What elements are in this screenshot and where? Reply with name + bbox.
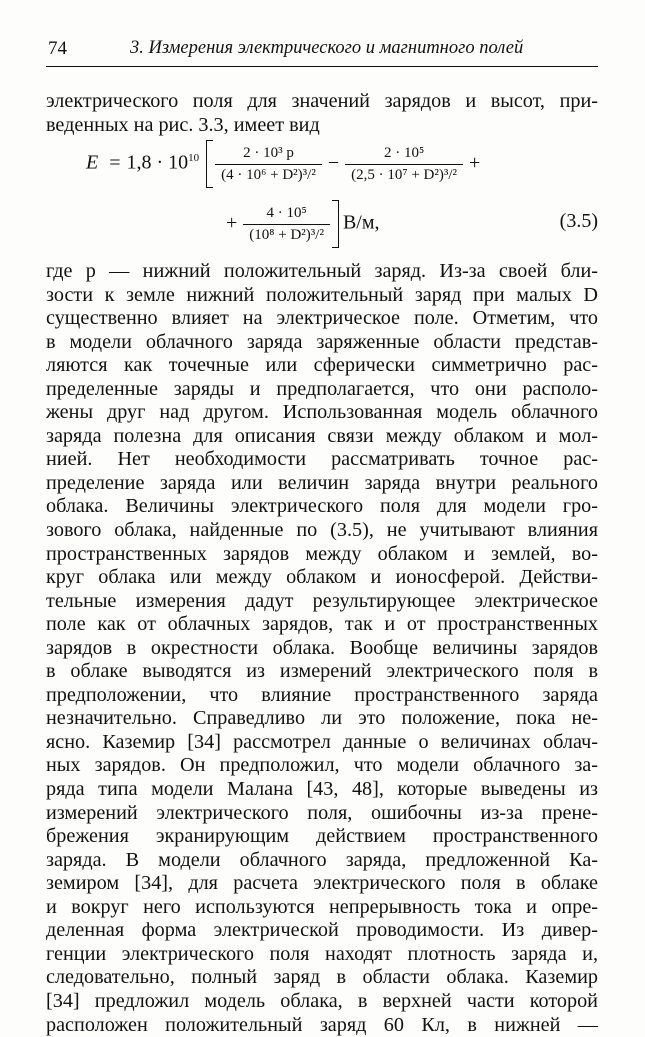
text-line: измерений электрического поля, ошибочны из-за прене- <box>46 802 598 826</box>
page-header <box>46 36 598 67</box>
equation-lhs: E <box>86 152 98 174</box>
unit: В/м, <box>343 212 380 234</box>
equation-number: (3.5) <box>560 210 598 233</box>
text-line: земиром [34], для расчета электрического поля в облаке <box>46 872 598 896</box>
term3-denominator: (10⁸ + D²)³/² <box>243 225 330 244</box>
text-line: ляются как точечные или сферически симметрично рас- <box>46 354 598 378</box>
text-line: следовательно, полный заряд в области облака. Каземир <box>46 966 598 990</box>
text-line: нией. Нет необходимости рассматривать точное рас- <box>46 448 598 472</box>
text-line: брежения экранирующим действием пространственного <box>46 825 598 849</box>
body-paragraph <box>46 260 598 1037</box>
text-line: облака. Величины электрического поля для модели гро- <box>46 495 598 519</box>
term3-numerator: 4 · 10⁵ <box>243 205 330 225</box>
text-line: зового облака, найденные по (3.5), не учитывают влияния <box>46 519 598 543</box>
text-line: зости к земле нижний положительный заряд при малых D <box>46 284 598 308</box>
text-line: деленная форма электрической проводимости. Из дивер- <box>46 919 598 943</box>
text-line: веденных на рис. 3.3, имеет вид <box>46 114 598 138</box>
text-line: зарядов в окрестности облака. Вообще величины зарядов <box>46 637 598 661</box>
coefficient: 1,8 · 10 <box>127 152 189 174</box>
text-line: заряда полезна для описания связи между облаком и мол- <box>46 425 598 449</box>
running-title: 3. Измерения электрического и магнитного полей <box>130 38 523 59</box>
text-line: пределение заряда или величин заряда внутри реального <box>46 472 598 496</box>
text-line: пространственных зарядов между облаком и землей, во- <box>46 543 598 567</box>
equation-row-1 <box>86 140 486 188</box>
text-line: электрического поля для значений зарядов и высот, при- <box>46 90 598 114</box>
equation-3-5 <box>46 140 598 255</box>
text-line: тельные измерения дадут результирующее электрическое <box>46 590 598 614</box>
coefficient-exponent: 10 <box>188 152 199 164</box>
text-line: [34] предложил модель облака, в верхней части которой <box>46 990 598 1014</box>
text-line: круг облака или между облаком и ионосферой. Действи- <box>46 566 598 590</box>
intro-paragraph <box>46 90 598 137</box>
fraction-term-3 <box>243 205 330 244</box>
text-line: расположен положительный заряд 60 Кл, в нижней — <box>46 1014 598 1037</box>
text-line: ных зарядов. Он предположил, что модели облачного за- <box>46 754 598 778</box>
text-line: ясно. Каземир [34] рассмотрел данные о величинах облач- <box>46 731 598 755</box>
plus-sign: + <box>226 212 237 235</box>
minus-sign: − <box>328 152 339 175</box>
text-line: жены друг над другом. Использованная модель облачного <box>46 401 598 425</box>
right-bracket <box>332 200 339 248</box>
text-line: заряда. В модели облачного заряда, предложенной Ка- <box>46 849 598 873</box>
fraction-term-1 <box>215 145 322 184</box>
term1-numerator: 2 · 10³ p <box>215 145 322 165</box>
text-line: пределенные заряды и предполагается, что они располо- <box>46 378 598 402</box>
left-bracket <box>206 140 213 188</box>
fraction-term-2 <box>345 145 463 184</box>
text-line: незначительно. Справедливо ли это положение, пока не- <box>46 707 598 731</box>
equals-sign: = <box>109 152 120 175</box>
term1-denominator: (4 · 10⁶ + D²)³/² <box>215 165 322 184</box>
term2-numerator: 2 · 10⁵ <box>345 145 463 165</box>
text-line: существенно влияет на электрическое поле. Отметим, что <box>46 307 598 331</box>
term2-denominator: (2,5 · 10⁷ + D²)³/² <box>345 165 463 184</box>
text-line: и вокруг него используются непрерывность тока и опре- <box>46 896 598 920</box>
plus-sign: + <box>469 152 480 175</box>
text-line: в облаке выводятся из измерений электрического поля в <box>46 660 598 684</box>
page-number: 74 <box>48 38 67 60</box>
text-line: где p — нижний положительный заряд. Из-за своей бли- <box>46 260 598 284</box>
text-line: предположении, что влияние пространственного заряда <box>46 684 598 708</box>
text-line: в модели облачного заряда заряженные области представ- <box>46 331 598 355</box>
text-line: поле как от облачных зарядов, так и от пространственных <box>46 613 598 637</box>
equation-row-2 <box>220 200 380 248</box>
text-line: ряда типа модели Малана [43, 48], которые выведены из <box>46 778 598 802</box>
text-line: генции электрического поля находят плотность заряда и, <box>46 943 598 967</box>
